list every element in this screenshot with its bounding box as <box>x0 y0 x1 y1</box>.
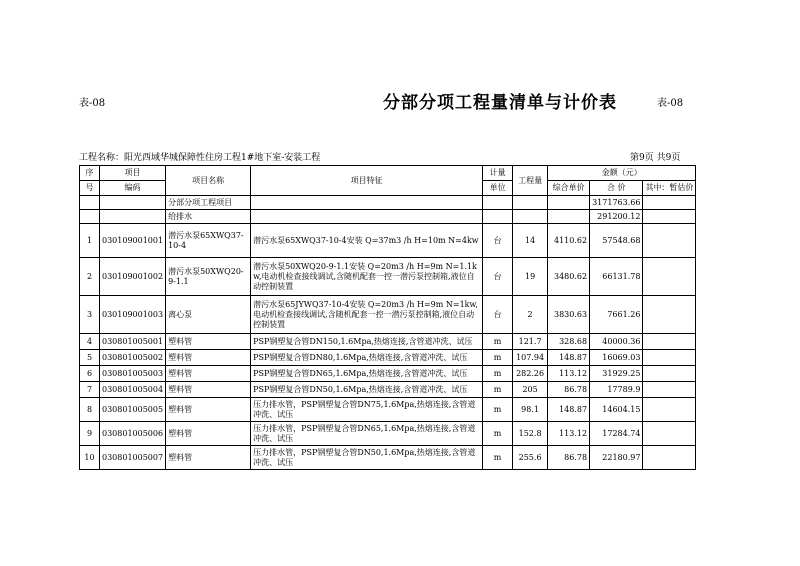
cell-name: 塑料管 <box>166 422 251 446</box>
col-unit-top: 计量 <box>483 166 513 181</box>
cell-unit: m <box>483 382 513 398</box>
col-amount: 金额（元） <box>548 166 696 181</box>
cell-estimate <box>643 224 696 258</box>
table-row <box>80 350 696 366</box>
col-name: 项目名称 <box>166 166 251 196</box>
cell-qty: 14 <box>513 224 548 258</box>
cell-price: 113.12 <box>548 422 590 446</box>
cell-seq: 9 <box>80 422 100 446</box>
cell-estimate <box>643 296 696 334</box>
table-row <box>80 334 696 350</box>
cell-unit: m <box>483 334 513 350</box>
cell-total: 57548.68 <box>590 224 643 258</box>
cell-feature: 压力排水管，PSP钢塑复合管DN75,1.6Mpa,热熔连接,含管道冲洗、试压 <box>251 398 483 422</box>
cell-qty <box>513 196 548 210</box>
cell-estimate <box>643 382 696 398</box>
summary-row <box>80 210 696 224</box>
cell-total: 3171763.66 <box>590 196 643 210</box>
cell-name: 塑料管 <box>166 334 251 350</box>
cell-feature <box>251 196 483 210</box>
cell-total: 31929.25 <box>590 366 643 382</box>
col-seq-top: 序 <box>80 166 100 181</box>
table-row <box>80 422 696 446</box>
cell-estimate <box>643 398 696 422</box>
cell-price: 328.68 <box>548 334 590 350</box>
cell-qty: 282.26 <box>513 366 548 382</box>
cell-estimate <box>643 446 696 470</box>
cell-total: 17284.74 <box>590 422 643 446</box>
cell-price: 148.87 <box>548 398 590 422</box>
cell-name: 塑料管 <box>166 446 251 470</box>
cell-total: 291200.12 <box>590 210 643 224</box>
cell-seq: 5 <box>80 350 100 366</box>
cell-total: 17789.9 <box>590 382 643 398</box>
cell-estimate <box>643 258 696 296</box>
cell-qty <box>513 210 548 224</box>
cell-price <box>548 196 590 210</box>
cell-feature: 潜污水泵50XWQ20-9-1.1安装 Q=20m3 /h H=9m N=1.1kw,电动机检查接线调试,含随机配套一控一潜污泵控制箱,液位自动控制装置 <box>251 258 483 296</box>
cell-unit: 台 <box>483 258 513 296</box>
cell-seq: 8 <box>80 398 100 422</box>
cell-code: 030801005001 <box>100 334 166 350</box>
table-row <box>80 296 696 334</box>
cell-qty: 19 <box>513 258 548 296</box>
cell-unit: m <box>483 398 513 422</box>
col-qty: 工程量 <box>513 166 548 196</box>
cell-feature: PSP钢塑复合管DN80,1.6Mpa,热熔连接,含管道冲洗、试压 <box>251 350 483 366</box>
cell-seq: 4 <box>80 334 100 350</box>
cell-unit: 台 <box>483 296 513 334</box>
col-seq-bottom: 号 <box>80 181 100 196</box>
table-row <box>80 398 696 422</box>
cell-unit: m <box>483 422 513 446</box>
cell-code <box>100 196 166 210</box>
cell-name: 塑料管 <box>166 366 251 382</box>
cell-price: 113.12 <box>548 366 590 382</box>
table-row <box>80 258 696 296</box>
cell-estimate <box>643 334 696 350</box>
cell-price: 4110.62 <box>548 224 590 258</box>
cell-feature: PSP钢塑复合管DN50,1.6Mpa,热熔连接,含管道冲洗、试压 <box>251 382 483 398</box>
cell-feature: 压力排水管，PSP钢塑复合管DN65,1.6Mpa,热熔连接,含管道冲洗、试压 <box>251 422 483 446</box>
cell-estimate <box>643 196 696 210</box>
cell-seq: 10 <box>80 446 100 470</box>
cell-unit: m <box>483 366 513 382</box>
cell-feature <box>251 210 483 224</box>
summary-row <box>80 196 696 210</box>
header-row-1 <box>80 166 696 181</box>
col-unit-bottom: 单位 <box>483 181 513 196</box>
cell-price <box>548 210 590 224</box>
cell-qty: 98.1 <box>513 398 548 422</box>
cell-seq <box>80 210 100 224</box>
cell-seq: 7 <box>80 382 100 398</box>
cell-total: 66131.78 <box>590 258 643 296</box>
cell-total: 7661.26 <box>590 296 643 334</box>
cell-name: 塑料管 <box>166 398 251 422</box>
cell-price: 86.78 <box>548 382 590 398</box>
cell-feature: PSP钢塑复合管DN150,1.6Mpa,热熔连接,含管道冲洗、试压 <box>251 334 483 350</box>
col-unit-price: 综合单价 <box>548 181 590 196</box>
cell-feature: 潜污水泵65XWQ37-10-4安装 Q=37m3 /h H=10m N=4kw <box>251 224 483 258</box>
cell-unit <box>483 196 513 210</box>
cell-code: 030801005007 <box>100 446 166 470</box>
cell-seq <box>80 196 100 210</box>
cell-code: 030109001001 <box>100 224 166 258</box>
table-row <box>80 224 696 258</box>
cell-estimate <box>643 422 696 446</box>
table-row <box>80 446 696 470</box>
table-code-right: 表-08 <box>657 98 684 109</box>
cell-qty: 121.7 <box>513 334 548 350</box>
cell-name: 给排水 <box>166 210 251 224</box>
cell-name: 潜污水泵50XWQ20-9-1.1 <box>166 258 251 296</box>
col-code-bottom: 编码 <box>100 181 166 196</box>
cell-price: 3830.63 <box>548 296 590 334</box>
bill-of-quantities-table <box>79 165 696 470</box>
cell-code: 030801005005 <box>100 398 166 422</box>
table-code-left: 表-08 <box>79 98 106 109</box>
cell-estimate <box>643 366 696 382</box>
cell-seq: 3 <box>80 296 100 334</box>
cell-seq: 6 <box>80 366 100 382</box>
cell-estimate <box>643 350 696 366</box>
cell-name: 离心泵 <box>166 296 251 334</box>
cell-feature: 压力排水管，PSP钢塑复合管DN50,1.6Mpa,热熔连接,含管道冲洗、试压 <box>251 446 483 470</box>
cell-feature: 潜污水泵65JYWQ37-10-4安装 Q=20m3 /h H=9m N=1kw,电动机检查接线调试,含随机配套一控一潜污泵控制箱,液位自动控制装置 <box>251 296 483 334</box>
cell-total: 16069.03 <box>590 350 643 366</box>
cell-price: 3480.62 <box>548 258 590 296</box>
cell-code: 030801005003 <box>100 366 166 382</box>
cell-qty: 255.6 <box>513 446 548 470</box>
page-title: 分部分项工程量清单与计价表 <box>383 93 617 113</box>
cell-qty: 2 <box>513 296 548 334</box>
cell-feature: PSP钢塑复合管DN65,1.6Mpa,热熔连接,含管道冲洗、试压 <box>251 366 483 382</box>
col-estimate: 其中：暂估价 <box>643 181 696 196</box>
cell-total: 40000.36 <box>590 334 643 350</box>
cell-qty: 107.94 <box>513 350 548 366</box>
col-code-top: 项目 <box>100 166 166 181</box>
cell-seq: 2 <box>80 258 100 296</box>
cell-seq: 1 <box>80 224 100 258</box>
cell-code: 030801005002 <box>100 350 166 366</box>
cell-total: 14604.15 <box>590 398 643 422</box>
cell-price: 86.78 <box>548 446 590 470</box>
cell-code: 030109001003 <box>100 296 166 334</box>
cell-unit: 台 <box>483 224 513 258</box>
col-feature: 项目特征 <box>251 166 483 196</box>
cell-code: 030801005004 <box>100 382 166 398</box>
cell-name: 分部分项工程项目 <box>166 196 251 210</box>
cell-total: 22180.97 <box>590 446 643 470</box>
cell-qty: 205 <box>513 382 548 398</box>
cell-code: 030109001002 <box>100 258 166 296</box>
cell-qty: 152.8 <box>513 422 548 446</box>
cell-estimate <box>643 210 696 224</box>
project-name: 工程名称：阳光西域华城保障性住房工程1#地下室-安装工程 <box>79 153 321 163</box>
cell-unit <box>483 210 513 224</box>
col-total: 合 价 <box>590 181 643 196</box>
cell-name: 塑料管 <box>166 382 251 398</box>
cell-name: 潜污水泵65XWQ37-10-4 <box>166 224 251 258</box>
cell-unit: m <box>483 350 513 366</box>
cell-code: 030801005006 <box>100 422 166 446</box>
table-row <box>80 382 696 398</box>
cell-price: 148.87 <box>548 350 590 366</box>
cell-code <box>100 210 166 224</box>
page-info: 第9页 共9页 <box>630 153 681 163</box>
table-row <box>80 366 696 382</box>
cell-unit: m <box>483 446 513 470</box>
cell-name: 塑料管 <box>166 350 251 366</box>
